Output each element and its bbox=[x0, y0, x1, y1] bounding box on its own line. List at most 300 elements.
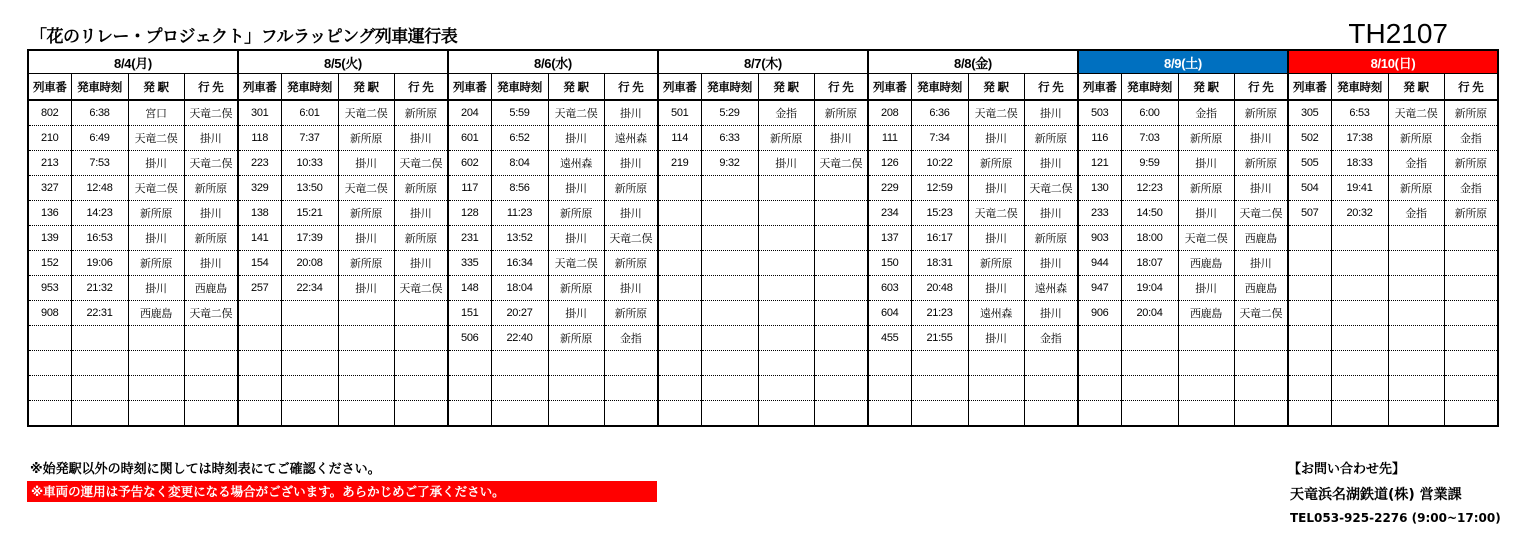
departure-time-cell: 21:32 bbox=[71, 276, 128, 301]
destination-cell bbox=[184, 376, 238, 401]
departure-time-cell bbox=[701, 351, 758, 376]
train-no-cell: 152 bbox=[28, 251, 71, 276]
column-header-origin-station: 発 駅 bbox=[128, 74, 184, 101]
origin-station-cell: 天竜二俣 bbox=[128, 126, 184, 151]
origin-station-cell: 新所原 bbox=[338, 126, 394, 151]
table-row bbox=[28, 201, 1498, 226]
table-row bbox=[28, 126, 1498, 151]
column-header-origin-station: 発 駅 bbox=[338, 74, 394, 101]
origin-station-cell bbox=[1388, 351, 1444, 376]
departure-time-cell: 10:22 bbox=[911, 151, 968, 176]
origin-station-cell: 新所原 bbox=[338, 251, 394, 276]
column-header-departure-time: 発車時刻 bbox=[701, 74, 758, 101]
departure-time-cell bbox=[701, 226, 758, 251]
destination-cell: 掛川 bbox=[1024, 251, 1078, 276]
column-header-origin-station: 発 駅 bbox=[968, 74, 1024, 101]
destination-cell: 掛川 bbox=[814, 126, 868, 151]
column-header-destination: 行 先 bbox=[604, 74, 658, 101]
train-no-cell bbox=[1078, 351, 1121, 376]
departure-time-cell bbox=[701, 176, 758, 201]
destination-cell bbox=[184, 401, 238, 427]
column-header-destination: 行 先 bbox=[184, 74, 238, 101]
train-no-cell: 501 bbox=[658, 100, 701, 126]
origin-station-cell: 金指 bbox=[1388, 151, 1444, 176]
origin-station-cell bbox=[1388, 251, 1444, 276]
departure-time-cell: 18:07 bbox=[1121, 251, 1178, 276]
destination-cell: 新所原 bbox=[1444, 201, 1498, 226]
destination-cell bbox=[1024, 401, 1078, 427]
destination-cell bbox=[814, 276, 868, 301]
destination-cell: 天竜二俣 bbox=[814, 151, 868, 176]
origin-station-cell: 西鹿島 bbox=[128, 301, 184, 326]
train-no-cell: 504 bbox=[1288, 176, 1331, 201]
column-header-departure-time: 発車時刻 bbox=[1331, 74, 1388, 101]
train-no-cell: 908 bbox=[28, 301, 71, 326]
origin-station-cell: 新所原 bbox=[548, 276, 604, 301]
departure-time-cell bbox=[1331, 326, 1388, 351]
departure-time-cell: 22:31 bbox=[71, 301, 128, 326]
destination-cell: 掛川 bbox=[1024, 201, 1078, 226]
train-no-cell bbox=[1078, 326, 1121, 351]
departure-time-cell bbox=[281, 326, 338, 351]
origin-station-cell: 掛川 bbox=[338, 276, 394, 301]
date-header: 8/4(月) bbox=[28, 50, 238, 74]
departure-time-cell: 16:53 bbox=[71, 226, 128, 251]
train-no-cell: 141 bbox=[238, 226, 281, 251]
origin-station-cell: 金指 bbox=[758, 100, 814, 126]
origin-station-cell bbox=[548, 351, 604, 376]
train-no-cell: 136 bbox=[28, 201, 71, 226]
origin-station-cell bbox=[758, 251, 814, 276]
note-warning: ※車両の運用は予告なく変更になる場合がございます。あらかじめご了承ください。 bbox=[27, 481, 657, 502]
origin-station-cell: 掛川 bbox=[1178, 151, 1234, 176]
destination-cell: 金指 bbox=[1444, 126, 1498, 151]
column-header-departure-time: 発車時刻 bbox=[1121, 74, 1178, 101]
departure-time-cell: 18:04 bbox=[491, 276, 548, 301]
destination-cell bbox=[814, 326, 868, 351]
origin-station-cell: 掛川 bbox=[1178, 276, 1234, 301]
destination-cell: 天竜二俣 bbox=[394, 151, 448, 176]
train-no-cell bbox=[658, 351, 701, 376]
origin-station-cell bbox=[758, 301, 814, 326]
column-header-destination: 行 先 bbox=[814, 74, 868, 101]
train-no-cell: 903 bbox=[1078, 226, 1121, 251]
destination-cell: 新所原 bbox=[1024, 226, 1078, 251]
departure-time-cell: 22:40 bbox=[491, 326, 548, 351]
departure-time-cell bbox=[71, 351, 128, 376]
contact-heading: 【お問い合わせ先】 bbox=[1288, 462, 1406, 477]
departure-time-cell bbox=[491, 351, 548, 376]
origin-station-cell bbox=[758, 326, 814, 351]
origin-station-cell bbox=[1388, 376, 1444, 401]
origin-station-cell: 掛川 bbox=[128, 276, 184, 301]
destination-cell: 掛川 bbox=[394, 201, 448, 226]
train-no-cell: 139 bbox=[28, 226, 71, 251]
origin-station-cell: 掛川 bbox=[548, 226, 604, 251]
train-no-cell bbox=[1288, 351, 1331, 376]
destination-cell bbox=[1444, 376, 1498, 401]
column-header-origin-station: 発 駅 bbox=[758, 74, 814, 101]
destination-cell: 金指 bbox=[1024, 326, 1078, 351]
column-header-train-no: 列車番 bbox=[658, 74, 701, 101]
origin-station-cell bbox=[1178, 376, 1234, 401]
departure-time-cell bbox=[701, 326, 758, 351]
train-no-cell: 126 bbox=[868, 151, 911, 176]
origin-station-cell: 新所原 bbox=[338, 201, 394, 226]
destination-cell: 西鹿島 bbox=[1234, 226, 1288, 251]
train-no-cell: 305 bbox=[1288, 100, 1331, 126]
destination-cell: 新所原 bbox=[1024, 126, 1078, 151]
destination-cell: 掛川 bbox=[394, 251, 448, 276]
note-timetable: ※始発駅以外の時刻に関しては時刻表にてご確認ください。 bbox=[30, 462, 381, 477]
origin-station-cell bbox=[1388, 226, 1444, 251]
destination-cell bbox=[1444, 226, 1498, 251]
origin-station-cell bbox=[128, 326, 184, 351]
destination-cell: 掛川 bbox=[184, 126, 238, 151]
destination-cell: 新所原 bbox=[1444, 151, 1498, 176]
destination-cell: 天竜二俣 bbox=[184, 100, 238, 126]
destination-cell: 新所原 bbox=[1234, 100, 1288, 126]
column-header-departure-time: 発車時刻 bbox=[71, 74, 128, 101]
departure-time-cell: 19:04 bbox=[1121, 276, 1178, 301]
train-no-cell: 151 bbox=[448, 301, 491, 326]
departure-time-cell: 18:33 bbox=[1331, 151, 1388, 176]
departure-time-cell: 6:36 bbox=[911, 100, 968, 126]
destination-cell: 新所原 bbox=[394, 100, 448, 126]
train-no-cell bbox=[28, 326, 71, 351]
origin-station-cell: 天竜二俣 bbox=[968, 201, 1024, 226]
departure-time-cell: 12:59 bbox=[911, 176, 968, 201]
column-header-origin-station: 発 駅 bbox=[548, 74, 604, 101]
column-header-train-no: 列車番 bbox=[868, 74, 911, 101]
departure-time-cell: 20:32 bbox=[1331, 201, 1388, 226]
destination-cell bbox=[1444, 351, 1498, 376]
train-no-cell: 116 bbox=[1078, 126, 1121, 151]
departure-time-cell bbox=[1331, 276, 1388, 301]
destination-cell: 掛川 bbox=[1024, 100, 1078, 126]
train-no-cell bbox=[238, 376, 281, 401]
table-row bbox=[28, 151, 1498, 176]
train-no-cell: 327 bbox=[28, 176, 71, 201]
origin-station-cell: 天竜二俣 bbox=[548, 100, 604, 126]
origin-station-cell: 掛川 bbox=[968, 226, 1024, 251]
departure-time-cell: 18:00 bbox=[1121, 226, 1178, 251]
origin-station-cell: 天竜二俣 bbox=[1178, 226, 1234, 251]
origin-station-cell: 掛川 bbox=[548, 126, 604, 151]
train-no-cell bbox=[658, 376, 701, 401]
origin-station-cell bbox=[758, 401, 814, 427]
timetable bbox=[27, 49, 1499, 427]
train-no-cell: 506 bbox=[448, 326, 491, 351]
departure-time-cell: 8:56 bbox=[491, 176, 548, 201]
origin-station-cell: 掛川 bbox=[758, 151, 814, 176]
departure-time-cell: 7:37 bbox=[281, 126, 338, 151]
departure-time-cell bbox=[281, 351, 338, 376]
origin-station-cell: 掛川 bbox=[338, 226, 394, 251]
destination-cell bbox=[394, 301, 448, 326]
departure-time-cell bbox=[491, 401, 548, 427]
departure-time-cell: 9:59 bbox=[1121, 151, 1178, 176]
train-no-cell bbox=[658, 251, 701, 276]
destination-cell: 新所原 bbox=[184, 226, 238, 251]
origin-station-cell bbox=[128, 376, 184, 401]
train-no-cell: 231 bbox=[448, 226, 491, 251]
origin-station-cell: 掛川 bbox=[128, 226, 184, 251]
destination-cell bbox=[814, 351, 868, 376]
train-no-cell: 604 bbox=[868, 301, 911, 326]
origin-station-cell: 天竜二俣 bbox=[968, 100, 1024, 126]
train-no-cell: 210 bbox=[28, 126, 71, 151]
origin-station-cell: 西鹿島 bbox=[1178, 251, 1234, 276]
departure-time-cell: 13:52 bbox=[491, 226, 548, 251]
column-header-train-no: 列車番 bbox=[1078, 74, 1121, 101]
departure-time-cell: 17:39 bbox=[281, 226, 338, 251]
departure-time-cell bbox=[281, 376, 338, 401]
origin-station-cell bbox=[968, 351, 1024, 376]
departure-time-cell bbox=[71, 376, 128, 401]
destination-cell: 金指 bbox=[1444, 176, 1498, 201]
origin-station-cell: 掛川 bbox=[1178, 201, 1234, 226]
departure-time-cell bbox=[281, 301, 338, 326]
destination-cell: 掛川 bbox=[604, 151, 658, 176]
destination-cell: 西鹿島 bbox=[184, 276, 238, 301]
destination-cell: 新所原 bbox=[184, 176, 238, 201]
destination-cell bbox=[394, 401, 448, 427]
origin-station-cell: 新所原 bbox=[1178, 126, 1234, 151]
destination-cell bbox=[1234, 376, 1288, 401]
departure-time-cell bbox=[1121, 351, 1178, 376]
origin-station-cell bbox=[338, 301, 394, 326]
departure-time-cell bbox=[71, 326, 128, 351]
departure-time-cell: 20:04 bbox=[1121, 301, 1178, 326]
destination-cell: 新所原 bbox=[394, 176, 448, 201]
departure-time-cell bbox=[71, 401, 128, 427]
train-no-cell: 148 bbox=[448, 276, 491, 301]
destination-cell: 掛川 bbox=[1234, 126, 1288, 151]
departure-time-cell bbox=[491, 376, 548, 401]
train-no-cell: 138 bbox=[238, 201, 281, 226]
page-title: 「花のリレー・プロジェクト」フルラッピング列車運行表 bbox=[30, 27, 458, 47]
destination-cell: 掛川 bbox=[604, 201, 658, 226]
column-header-destination: 行 先 bbox=[1024, 74, 1078, 101]
origin-station-cell: 天竜二俣 bbox=[1388, 100, 1444, 126]
origin-station-cell bbox=[1388, 401, 1444, 427]
departure-time-cell bbox=[1331, 351, 1388, 376]
train-no-cell bbox=[1288, 401, 1331, 427]
train-no-cell: 906 bbox=[1078, 301, 1121, 326]
origin-station-cell bbox=[128, 401, 184, 427]
train-no-cell: 602 bbox=[448, 151, 491, 176]
train-no-cell bbox=[1288, 276, 1331, 301]
train-no-cell bbox=[1288, 376, 1331, 401]
origin-station-cell bbox=[1178, 326, 1234, 351]
column-header-train-no: 列車番 bbox=[238, 74, 281, 101]
origin-station-cell bbox=[758, 376, 814, 401]
document-code: TH2107 bbox=[1348, 18, 1448, 49]
destination-cell bbox=[1444, 301, 1498, 326]
departure-time-cell bbox=[911, 376, 968, 401]
train-no-cell bbox=[1078, 376, 1121, 401]
table-row bbox=[28, 326, 1498, 351]
departure-time-cell: 21:55 bbox=[911, 326, 968, 351]
origin-station-cell bbox=[338, 401, 394, 427]
departure-time-cell: 6:33 bbox=[701, 126, 758, 151]
train-no-cell: 111 bbox=[868, 126, 911, 151]
departure-time-cell: 11:23 bbox=[491, 201, 548, 226]
destination-cell bbox=[1024, 351, 1078, 376]
origin-station-cell bbox=[758, 276, 814, 301]
origin-station-cell: 新所原 bbox=[548, 201, 604, 226]
destination-cell: 掛川 bbox=[604, 276, 658, 301]
destination-cell: 新所原 bbox=[1444, 100, 1498, 126]
origin-station-cell bbox=[338, 376, 394, 401]
origin-station-cell bbox=[548, 376, 604, 401]
date-header-row bbox=[28, 50, 1498, 74]
origin-station-cell: 新所原 bbox=[128, 251, 184, 276]
departure-time-cell: 22:34 bbox=[281, 276, 338, 301]
table-row bbox=[28, 251, 1498, 276]
train-no-cell: 229 bbox=[868, 176, 911, 201]
destination-cell: 西鹿島 bbox=[1234, 276, 1288, 301]
departure-time-cell: 12:23 bbox=[1121, 176, 1178, 201]
destination-cell: 掛川 bbox=[604, 100, 658, 126]
date-header: 8/10(日) bbox=[1288, 50, 1498, 74]
destination-cell: 天竜二俣 bbox=[1024, 176, 1078, 201]
departure-time-cell: 16:17 bbox=[911, 226, 968, 251]
train-no-cell: 130 bbox=[1078, 176, 1121, 201]
departure-time-cell: 8:04 bbox=[491, 151, 548, 176]
origin-station-cell: 新所原 bbox=[968, 151, 1024, 176]
column-header-departure-time: 発車時刻 bbox=[281, 74, 338, 101]
destination-cell bbox=[814, 301, 868, 326]
column-header-destination: 行 先 bbox=[1234, 74, 1288, 101]
departure-time-cell bbox=[1331, 401, 1388, 427]
destination-cell bbox=[814, 176, 868, 201]
origin-station-cell: 金指 bbox=[1388, 201, 1444, 226]
departure-time-cell: 6:52 bbox=[491, 126, 548, 151]
train-no-cell: 213 bbox=[28, 151, 71, 176]
departure-time-cell: 10:33 bbox=[281, 151, 338, 176]
train-no-cell: 204 bbox=[448, 100, 491, 126]
departure-time-cell: 6:00 bbox=[1121, 100, 1178, 126]
train-no-cell bbox=[238, 351, 281, 376]
origin-station-cell bbox=[338, 351, 394, 376]
column-header-origin-station: 発 駅 bbox=[1388, 74, 1444, 101]
origin-station-cell bbox=[128, 351, 184, 376]
column-header-train-no: 列車番 bbox=[28, 74, 71, 101]
train-no-cell: 208 bbox=[868, 100, 911, 126]
train-no-cell bbox=[28, 351, 71, 376]
destination-cell: 遠州森 bbox=[1024, 276, 1078, 301]
train-no-cell bbox=[1078, 401, 1121, 427]
destination-cell: 新所原 bbox=[604, 176, 658, 201]
origin-station-cell: 宮口 bbox=[128, 100, 184, 126]
departure-time-cell: 5:29 bbox=[701, 100, 758, 126]
train-no-cell: 121 bbox=[1078, 151, 1121, 176]
destination-cell bbox=[1024, 376, 1078, 401]
destination-cell bbox=[814, 201, 868, 226]
destination-cell: 遠州森 bbox=[604, 126, 658, 151]
destination-cell: 天竜二俣 bbox=[184, 151, 238, 176]
origin-station-cell: 掛川 bbox=[338, 151, 394, 176]
destination-cell: 掛川 bbox=[1234, 251, 1288, 276]
train-no-cell: 601 bbox=[448, 126, 491, 151]
origin-station-cell bbox=[1388, 301, 1444, 326]
column-header-departure-time: 発車時刻 bbox=[911, 74, 968, 101]
origin-station-cell: 掛川 bbox=[968, 276, 1024, 301]
destination-cell bbox=[814, 376, 868, 401]
train-no-cell: 128 bbox=[448, 201, 491, 226]
destination-cell: 金指 bbox=[604, 326, 658, 351]
departure-time-cell: 20:48 bbox=[911, 276, 968, 301]
departure-time-cell: 20:08 bbox=[281, 251, 338, 276]
departure-time-cell bbox=[911, 401, 968, 427]
departure-time-cell bbox=[1331, 376, 1388, 401]
origin-station-cell: 天竜二俣 bbox=[128, 176, 184, 201]
destination-cell: 天竜二俣 bbox=[184, 301, 238, 326]
train-no-cell: 114 bbox=[658, 126, 701, 151]
departure-time-cell: 6:01 bbox=[281, 100, 338, 126]
train-no-cell: 257 bbox=[238, 276, 281, 301]
origin-station-cell bbox=[1178, 401, 1234, 427]
table-row bbox=[28, 100, 1498, 126]
departure-time-cell: 9:32 bbox=[701, 151, 758, 176]
origin-station-cell bbox=[338, 326, 394, 351]
departure-time-cell: 20:27 bbox=[491, 301, 548, 326]
table-row bbox=[28, 176, 1498, 201]
destination-cell bbox=[1444, 401, 1498, 427]
origin-station-cell: 遠州森 bbox=[548, 151, 604, 176]
column-header-train-no: 列車番 bbox=[1288, 74, 1331, 101]
train-no-cell bbox=[658, 276, 701, 301]
train-no-cell bbox=[1288, 251, 1331, 276]
destination-cell: 掛川 bbox=[1024, 301, 1078, 326]
destination-cell bbox=[1234, 326, 1288, 351]
departure-time-cell bbox=[701, 251, 758, 276]
train-no-cell: 117 bbox=[448, 176, 491, 201]
train-no-cell: 502 bbox=[1288, 126, 1331, 151]
train-no-cell bbox=[658, 326, 701, 351]
destination-cell: 新所原 bbox=[1234, 151, 1288, 176]
train-no-cell: 154 bbox=[238, 251, 281, 276]
train-no-cell bbox=[28, 376, 71, 401]
destination-cell bbox=[1234, 351, 1288, 376]
train-no-cell bbox=[238, 326, 281, 351]
departure-time-cell bbox=[701, 276, 758, 301]
departure-time-cell bbox=[1121, 401, 1178, 427]
train-no-cell bbox=[448, 401, 491, 427]
origin-station-cell: 新所原 bbox=[968, 251, 1024, 276]
table-row bbox=[28, 276, 1498, 301]
departure-time-cell bbox=[1331, 251, 1388, 276]
train-no-cell: 223 bbox=[238, 151, 281, 176]
origin-station-cell bbox=[548, 401, 604, 427]
destination-cell: 掛川 bbox=[1024, 151, 1078, 176]
train-no-cell: 802 bbox=[28, 100, 71, 126]
date-header: 8/5(火) bbox=[238, 50, 448, 74]
date-header: 8/8(金) bbox=[868, 50, 1078, 74]
destination-cell bbox=[394, 376, 448, 401]
origin-station-cell bbox=[758, 176, 814, 201]
table-row bbox=[28, 226, 1498, 251]
train-no-cell: 219 bbox=[658, 151, 701, 176]
origin-station-cell: 西鹿島 bbox=[1178, 301, 1234, 326]
train-no-cell: 503 bbox=[1078, 100, 1121, 126]
origin-station-cell: 天竜二俣 bbox=[338, 176, 394, 201]
origin-station-cell: 天竜二俣 bbox=[338, 100, 394, 126]
contact-tel: TEL053-925-2276 (9:00~17:00) bbox=[1290, 511, 1501, 525]
destination-cell bbox=[184, 351, 238, 376]
